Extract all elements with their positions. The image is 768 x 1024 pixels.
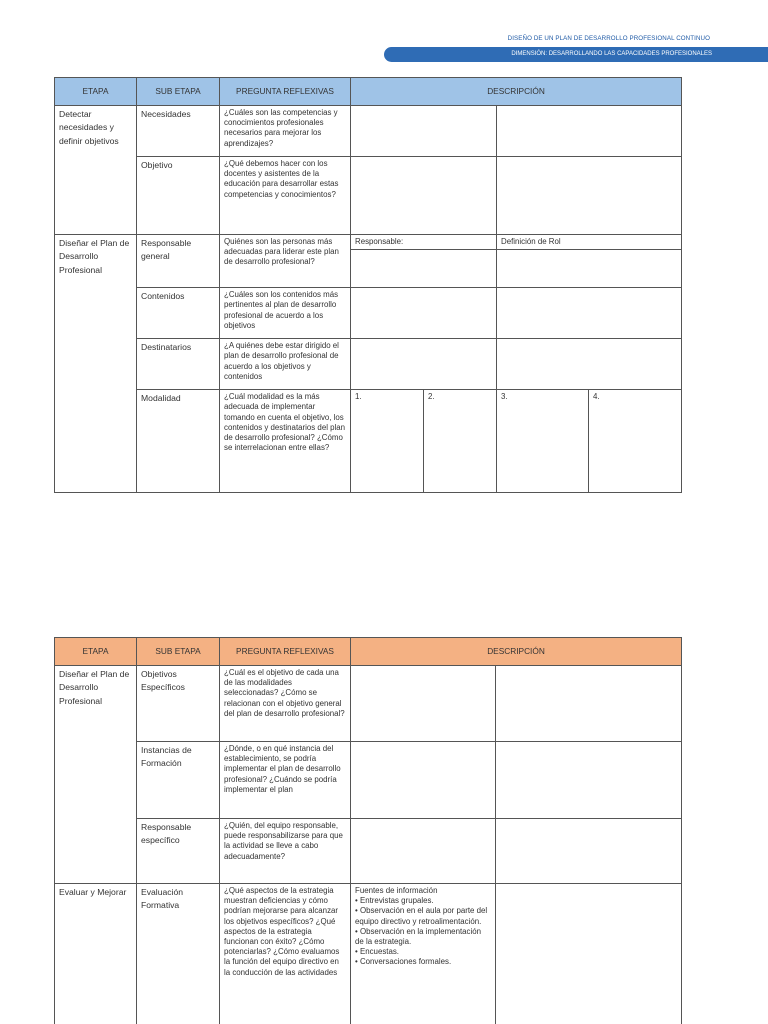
sub-etapa-cell: Objetivos Específicos	[137, 666, 220, 742]
descripcion-cell	[351, 288, 497, 339]
descripcion-cell	[497, 339, 682, 390]
sub-etapa-cell: Modalidad	[137, 390, 220, 493]
table-row	[55, 666, 682, 742]
plan-table-2	[54, 637, 682, 1024]
descripcion-cell	[497, 157, 682, 235]
table-header-row	[55, 638, 682, 666]
fuentes-informacion-cell	[351, 884, 496, 1024]
sub-etapa-cell: Responsable general	[137, 235, 220, 288]
sub-etapa-cell: Necesidades	[137, 106, 220, 157]
table-row	[55, 235, 682, 250]
descripcion-cell	[497, 250, 682, 288]
col-header-etapa: ETAPA	[55, 638, 137, 666]
fuentes-item: • Conversaciones formales.	[355, 957, 452, 967]
document-title: DISEÑO DE UN PLAN DE DESARROLLO PROFESIONAL CONTINUO	[507, 35, 710, 42]
pregunta-cell: ¿Qué debemos hacer con los docentes y asistentes de la educación para desarrollar estas competencias y conocimientos?	[220, 157, 351, 235]
descripcion-cell	[351, 157, 497, 235]
col-header-descripcion: DESCRIPCIÓN	[351, 78, 682, 106]
plan-table-1	[54, 77, 682, 493]
sub-etapa-cell: Evaluación Formativa	[137, 884, 220, 1024]
table-row	[55, 106, 682, 157]
sub-etapa-cell: Destinatarios	[137, 339, 220, 390]
table-row	[55, 819, 682, 884]
modalidad-3-cell: 3.	[497, 390, 589, 493]
descripcion-cell	[496, 819, 682, 884]
descripcion-cell	[351, 819, 496, 884]
table-row	[55, 742, 682, 819]
responsable-cell: Responsable:	[351, 235, 497, 250]
descripcion-cell	[497, 288, 682, 339]
col-header-pregunta: PREGUNTA REFLEXIVAS	[220, 78, 351, 106]
fuentes-item: • Entrevistas grupales.	[355, 896, 434, 906]
modalidad-1-cell: 1.	[351, 390, 424, 493]
sub-etapa-cell: Contenidos	[137, 288, 220, 339]
descripcion-cell	[496, 666, 682, 742]
fuentes-item: • Observación en el aula por parte del equipo directivo y retroalimentación.	[355, 906, 488, 926]
definicion-rol-cell: Definición de Rol	[497, 235, 682, 250]
etapa-cell: Detectar necesidades y definir objetivos	[55, 106, 137, 235]
descripcion-cell	[351, 250, 497, 288]
etapa-cell: Evaluar y Mejorar	[55, 884, 137, 1024]
sub-etapa-cell: Responsable específico	[137, 819, 220, 884]
modalidad-2-cell: 2.	[424, 390, 497, 493]
descripcion-cell	[351, 742, 496, 819]
dimension-banner: DIMENSIÓN: DESARROLLANDO LAS CAPACIDADES PROFESIONALES	[384, 47, 768, 62]
pregunta-cell: Quiénes son las personas más adecuadas para liderar este plan de desarrollo profesional?	[220, 235, 351, 288]
sub-etapa-cell: Instancias de Formación	[137, 742, 220, 819]
pregunta-cell: ¿Cuál modalidad es la más adecuada de implementar tomando en cuenta el objetivo, los contenidos y destinatarios del plan de desarrollo profesional? ¿Cómo se interrelacionan entre ellas?	[220, 390, 351, 493]
fuentes-title: Fuentes de información	[355, 886, 438, 895]
descripcion-cell	[496, 742, 682, 819]
table-row	[55, 339, 682, 390]
pregunta-cell: ¿Quién, del equipo responsable, puede responsabilizarse para que la actividad se lleve a cabo adecuadamente?	[220, 819, 351, 884]
descripcion-cell	[497, 106, 682, 157]
table-row	[55, 288, 682, 339]
descripcion-cell	[351, 106, 497, 157]
pregunta-cell: ¿A quiénes debe estar dirigido el plan de desarrollo profesional de acuerdo a los objetivos y contenidos	[220, 339, 351, 390]
col-header-etapa: ETAPA	[55, 78, 137, 106]
col-header-sub-etapa: SUB ETAPA	[137, 638, 220, 666]
table-header-row	[55, 78, 682, 106]
pregunta-cell: ¿Dónde, o en qué instancia del establecimiento, se podría implementar el plan de desarrollo profesional? ¿Cuándo se podría implementar el plan	[220, 742, 351, 819]
modalidad-4-cell: 4.	[589, 390, 682, 493]
fuentes-item: • Encuestas.	[355, 947, 399, 957]
pregunta-cell: ¿Cuáles son los contenidos más pertinentes al plan de desarrollo profesional de acuerdo a los objetivos	[220, 288, 351, 339]
etapa-cell: Diseñar el Plan de Desarrollo Profesional	[55, 235, 137, 493]
sub-etapa-cell: Objetivo	[137, 157, 220, 235]
descripcion-cell	[351, 666, 496, 742]
table-row	[55, 157, 682, 235]
pregunta-cell: ¿Cuáles son las competencias y conocimientos profesionales necesarios para mejorar los aprendizajes?	[220, 106, 351, 157]
pregunta-cell: ¿Qué aspectos de la estrategia muestran deficiencias y cómo podrían mejorarse para alcanzar los objetivos específicos? ¿Qué aspectos de la estrategia funcionan con éxito? ¿Cómo potenciarlas? ¿Cómo evaluamos la función del equipo directivo en la conducción de las actividades	[220, 884, 351, 1024]
col-header-sub-etapa: SUB ETAPA	[137, 78, 220, 106]
table-row	[55, 884, 682, 1024]
table-row	[55, 390, 682, 493]
fuentes-item: • Observación en la implementación de la estrategia.	[355, 926, 482, 947]
col-header-pregunta: PREGUNTA REFLEXIVAS	[220, 638, 351, 666]
pregunta-cell: ¿Cuál es el objetivo de cada una de las modalidades seleccionadas? ¿Cómo se relacionan con el objetivo general del plan de desarrollo profesional?	[220, 666, 351, 742]
descripcion-cell	[496, 884, 682, 1024]
col-header-descripcion: DESCRIPCIÓN	[351, 638, 682, 666]
etapa-cell: Diseñar el Plan de Desarrollo Profesional	[55, 666, 137, 884]
descripcion-cell	[351, 339, 497, 390]
